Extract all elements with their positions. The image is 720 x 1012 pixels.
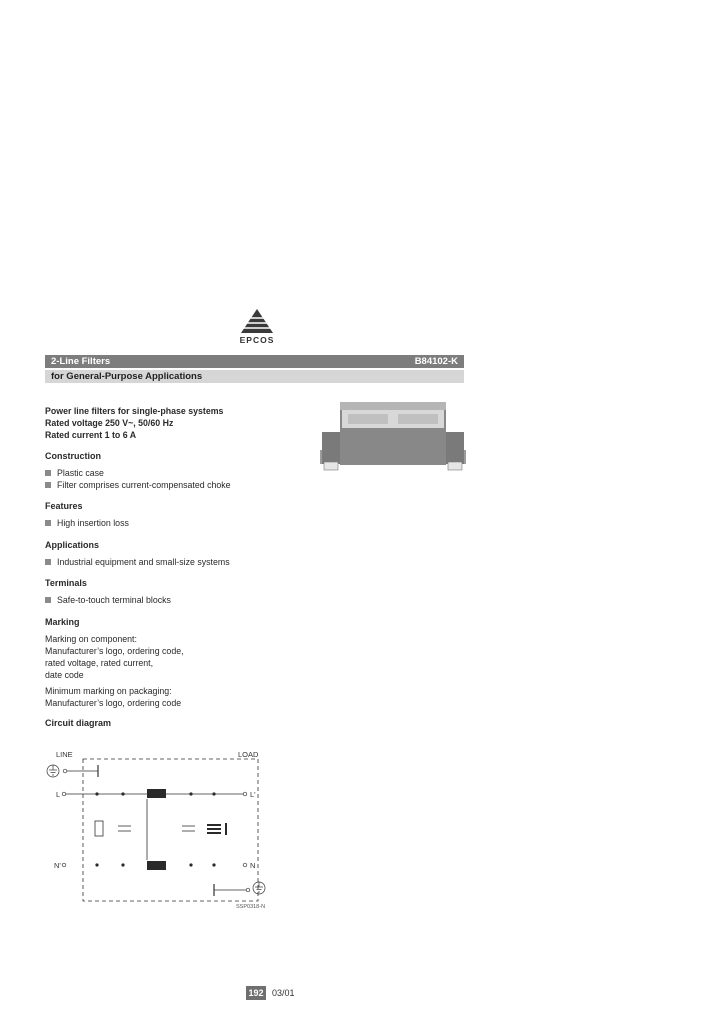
earth-icon <box>253 882 265 894</box>
issue-date: 03/01 <box>272 988 295 998</box>
marking-line: rated voltage, rated current, <box>45 658 154 668</box>
intro-line: Power line filters for single-phase systems <box>45 406 224 416</box>
section-heading: Features <box>45 501 83 511</box>
list-item: Industrial equipment and small-size systems <box>45 556 230 568</box>
label-load: LOAD <box>238 750 259 759</box>
marking-line: date code <box>45 670 84 680</box>
section-heading: Applications <box>45 540 100 550</box>
section-heading: Construction <box>45 451 101 461</box>
section-heading: Circuit diagram <box>45 718 112 728</box>
section-heading: Marking <box>45 617 80 627</box>
epcos-logo <box>234 308 280 345</box>
label-l-out: L' <box>250 790 256 799</box>
title-bar <box>45 355 464 368</box>
label-l-in: L <box>56 790 61 799</box>
brand-name: EPCOS <box>239 335 275 345</box>
marking-line: Manufacturer’s logo, ordering code, <box>45 646 184 656</box>
label-n-out: N <box>250 861 256 870</box>
page-subtitle: for General-Purpose Applications <box>51 371 203 382</box>
page-title: 2-Line Filters <box>51 356 111 367</box>
list-item: Safe-to-touch terminal blocks <box>45 594 171 606</box>
label-line: LINE <box>56 750 73 759</box>
section-heading: Terminals <box>45 578 87 588</box>
part-number: B84102-K <box>414 356 458 367</box>
subtitle-bar <box>45 370 464 383</box>
list-item: High insertion loss <box>45 517 129 529</box>
product-image <box>320 402 466 472</box>
marking-line: Minimum marking on packaging: <box>45 686 172 696</box>
intro-line: Rated voltage 250 V~, 50/60 Hz <box>45 418 174 428</box>
earth-icon <box>47 765 59 777</box>
list-item: Plastic case <box>45 467 104 479</box>
diagram-code: SSP0318-N <box>236 904 266 910</box>
intro-line: Rated current 1 to 6 A <box>45 430 137 440</box>
page-number: 192 <box>246 986 266 1000</box>
circuit-diagram <box>40 745 280 910</box>
label-n-in: N' <box>54 861 61 870</box>
choke-winding <box>147 789 166 798</box>
choke-winding <box>147 861 166 870</box>
epcos-triangle-icon <box>240 308 274 334</box>
marking-line: Marking on component: <box>45 634 137 644</box>
list-item: Filter comprises current-compensated choke <box>45 479 231 491</box>
marking-line: Manufacturer’s logo, ordering code <box>45 698 182 708</box>
